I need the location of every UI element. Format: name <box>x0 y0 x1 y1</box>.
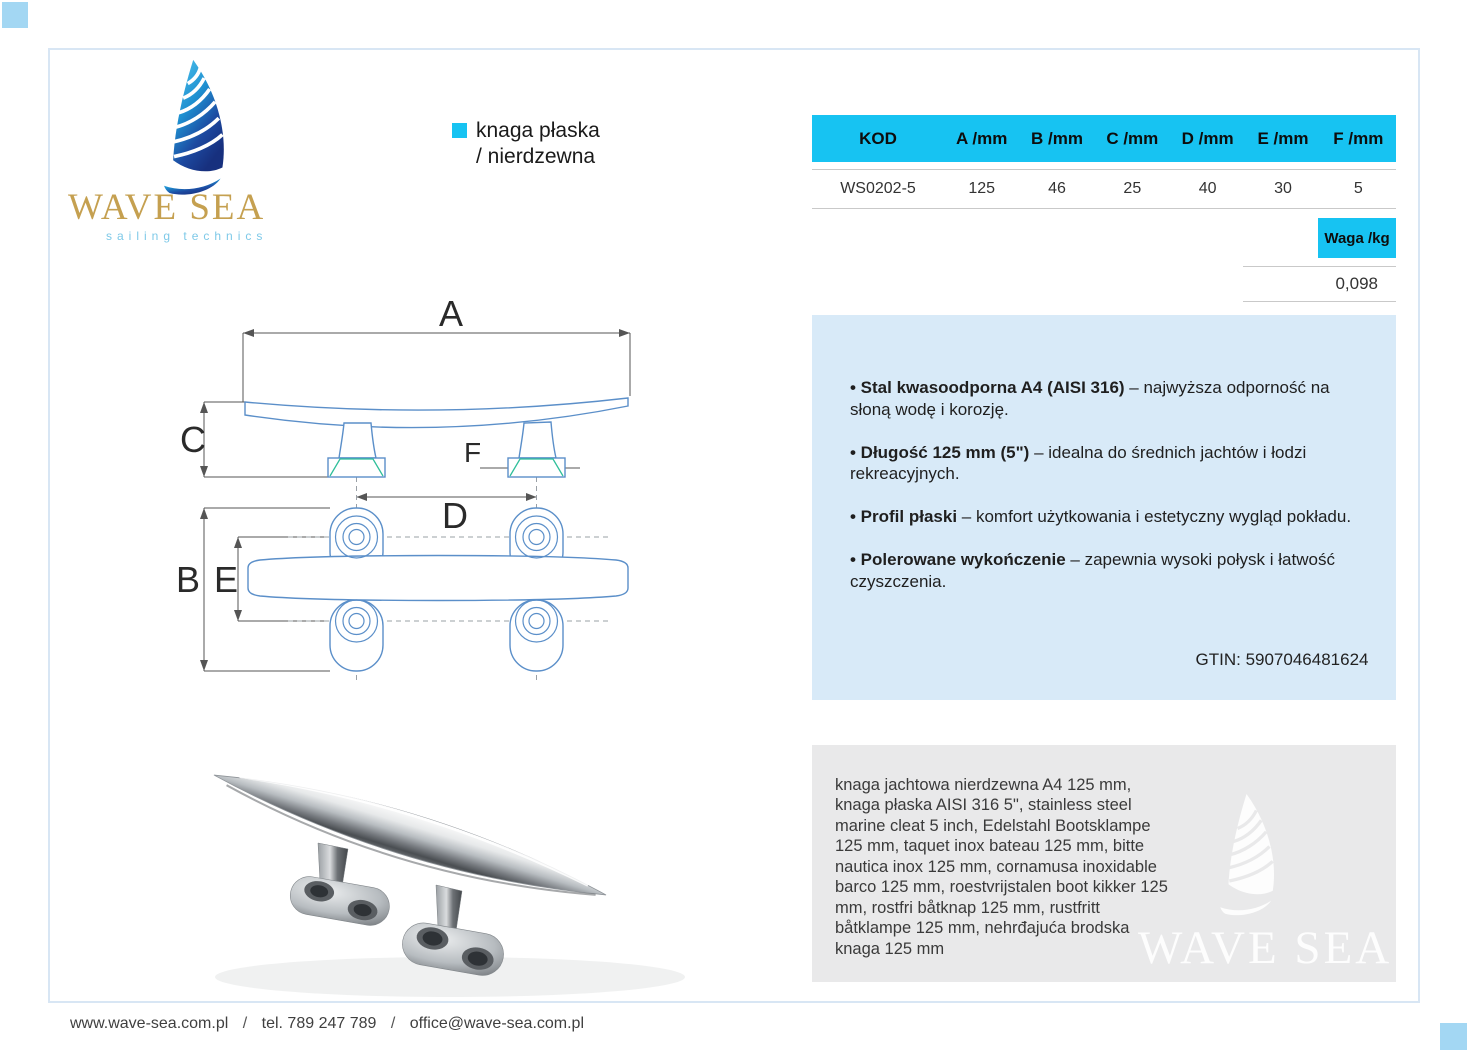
value-d: 40 <box>1198 180 1217 197</box>
corner-accent-square-bottom-right <box>1440 1023 1467 1050</box>
footer-phone: tel. 789 247 789 <box>261 1015 377 1032</box>
footer-contact <box>70 1015 584 1033</box>
top-view-body <box>248 556 628 601</box>
feature-lead: • Polerowane wykończenie <box>850 549 1066 569</box>
footer-email: office@wave-sea.com.pl <box>409 1015 585 1032</box>
footer-website: www.wave-sea.com.pl <box>70 1015 229 1032</box>
brand-sail-icon <box>158 58 254 204</box>
header-d: D /mm <box>1181 128 1234 148</box>
header-kod: KOD <box>859 128 897 148</box>
spec-table <box>812 115 1396 209</box>
feature-rest: – komfort użytkowania i estetyczny wygląd pokładu. <box>957 507 1352 526</box>
footer-separator: / <box>242 1015 248 1032</box>
value-f: 5 <box>1353 180 1363 197</box>
feature-item <box>850 506 1370 528</box>
features-panel <box>812 315 1396 700</box>
side-view-outline <box>245 398 628 477</box>
brand-name: WAVE SEA <box>68 187 266 228</box>
dim-label-e: E <box>214 559 239 600</box>
feature-lead: • Długość 125 mm (5") <box>850 442 1030 462</box>
value-c: 25 <box>1123 180 1142 197</box>
dim-label-a: A <box>438 293 464 334</box>
product-title-line1: knaga płaska <box>476 119 600 142</box>
dimension-arrows <box>200 329 630 671</box>
value-kod: WS0202-5 <box>840 180 916 197</box>
weight-value: 0,098 <box>1243 266 1396 302</box>
feature-lead: • Profil płaski <box>850 507 958 526</box>
footer-separator: / <box>390 1015 396 1032</box>
feature-item <box>850 549 1370 593</box>
technical-drawing <box>168 292 728 692</box>
cleat-bar <box>207 755 613 919</box>
feature-list <box>850 377 1370 613</box>
product-title <box>452 118 600 170</box>
spec-table-header <box>812 115 1396 162</box>
value-b: 46 <box>1048 180 1066 197</box>
dim-label-b: B <box>176 559 201 600</box>
top-view-pads <box>248 508 628 671</box>
dim-label-c: C <box>180 419 206 460</box>
feature-lead: • Stal kwasoodporna A4 (AISI 316) <box>850 378 1125 397</box>
dim-label-f: F <box>464 437 482 468</box>
header-a: A /mm <box>956 128 1008 148</box>
header-f: F /mm <box>1333 128 1384 148</box>
value-e: 30 <box>1274 180 1292 197</box>
watermark-sail-icon <box>1217 787 1299 929</box>
corner-accent-square-top-left <box>2 2 28 28</box>
watermark-brand-name: WAVE SEA <box>1138 922 1393 974</box>
product-photo <box>150 735 730 1007</box>
multilingual-description: knaga jachtowa nierdzewna A4 125 mm, knaga płaska AISI 316 5", stainless steel marine cleat 5 inch, Edelstahl Bootsklampe 125 mm, taquet inox bateau 125 mm, bitte nautica inox 125 mm, cornamusa inoxidable barco 125 mm, roestvrijstalen boot kikker 125 mm, rostfri båtknap 125 mm, rustfritt båtklampe 125 mm, nehrđajuća brodska knaga 125 mm <box>835 776 1168 958</box>
header-e: E /mm <box>1257 128 1309 148</box>
product-title-line2: / nierdzewna <box>476 145 596 168</box>
value-a: 125 <box>968 180 996 197</box>
spec-table-row <box>812 169 1396 209</box>
dimension-lines <box>204 333 630 671</box>
header-b: B /mm <box>1031 128 1083 148</box>
header-c: C /mm <box>1106 128 1159 148</box>
description-panel <box>812 745 1396 982</box>
feature-rest: – idealna do średnich jachtów i łodzi rekreacyjnych. <box>850 442 1307 484</box>
feature-item <box>850 377 1370 421</box>
gtin-code: GTIN: 5907046481624 <box>1195 650 1369 669</box>
weight-header: Waga /kg <box>1318 218 1396 258</box>
feature-rest: – najwyższa odporność na słoną wodę i korozję. <box>850 378 1330 419</box>
feature-rest: – zapewnia wysoki połysk i łatwość czyszczenia. <box>850 549 1335 591</box>
title-bullet-square <box>452 123 467 138</box>
brand-tagline: sailing technics <box>106 229 268 243</box>
dim-label-d: D <box>442 495 468 536</box>
feature-item <box>850 442 1370 486</box>
